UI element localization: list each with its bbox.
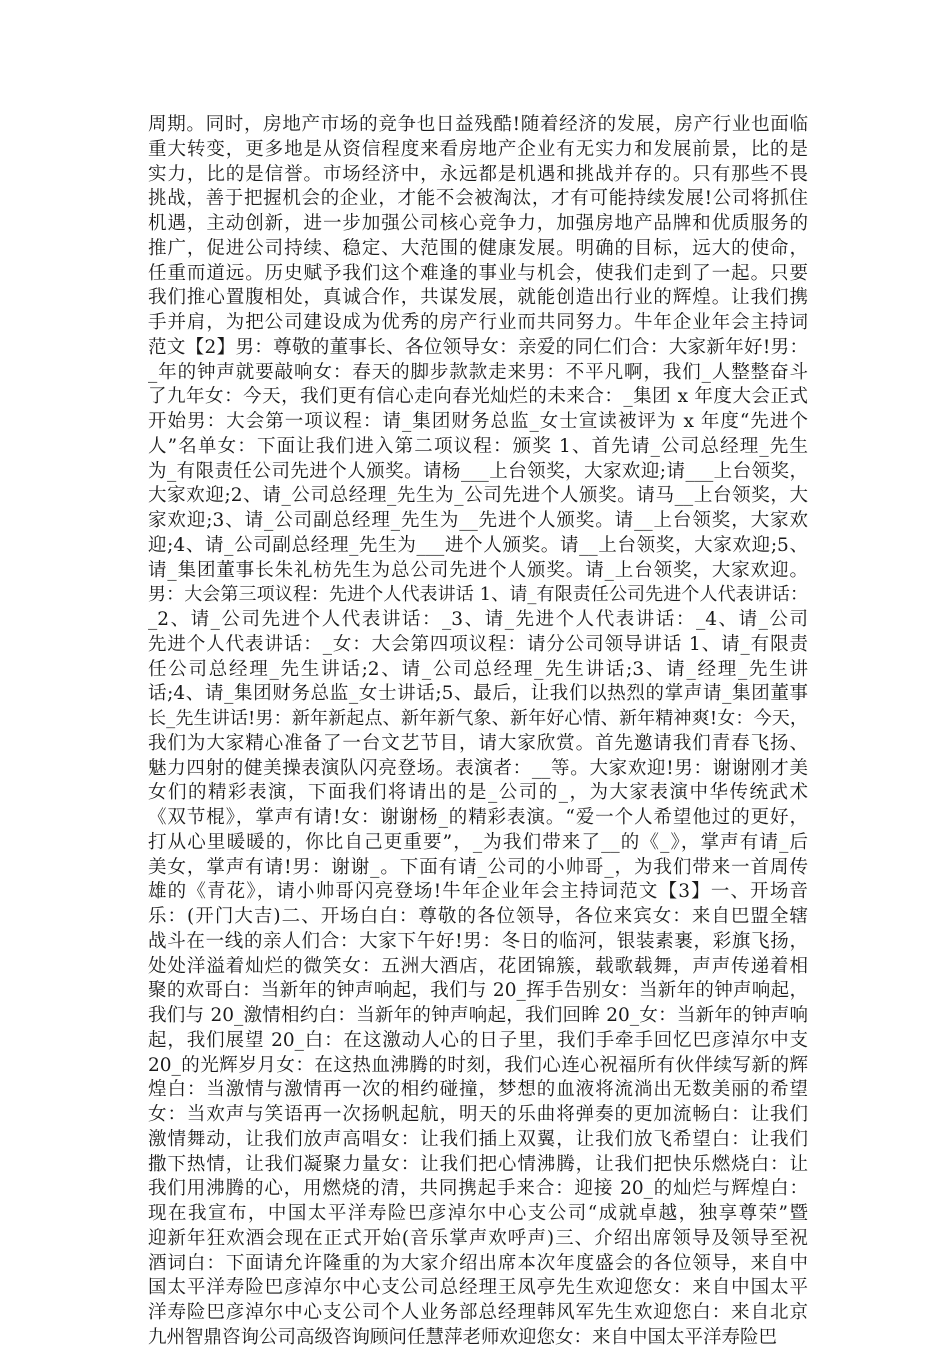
text-line: 美女，掌声有请!男：谢谢_。下面有请_公司的小帅哥_，为我们带来一首周传 [148,856,808,878]
text-line: 处处洋溢着灿烂的微笑女：五洲大酒店，花团锦簇，载歌载舞，声声传递着相 [148,955,808,977]
text-line: 激情舞动，让我们放声高唱女：让我们插上双翼，让我们放飞希望白：让我们 [148,1128,808,1150]
text-line: 机遇，主动创新，进一步加强公司核心竞争力，加强房地产品牌和优质服务的 [148,213,808,234]
text-line: 雄的《青花》，请小帅哥闪亮登场!牛年企业年会主持词范文【3】一、开场音 [148,881,808,903]
text-line: 家欢迎;3、请_公司副总经理_先生为__先进个人颁奖。请__上台领奖，大家欢 [148,510,808,531]
text-line: 我们与 20_激情相约白：当新年的钟声响起，我们回眸 20_女：当新年的钟声响 [148,1005,808,1026]
text-line: 了九年女：今天，我们更有信心走向春光灿烂的未来合：_集团 x 年度大会正式 [148,386,808,408]
text-line: 煌白：当激情与激情再一次的相约碰撞，梦想的血液将流淌出无数美丽的希望 [148,1079,808,1101]
text-line: 重大转变，更多地是从资信程度来看房地产企业有无实力和发展前景，比的是 [148,138,808,160]
text-line: 《双节棍》，掌声有请!女：谢谢杨_的精彩表演。“爱一个人希望他过的更好， [148,807,808,828]
text-line: 手并肩，为把公司建设成为优秀的房产行业而共同努力。牛年企业年会主持词 [148,312,808,333]
text-line: 打从心里暖暖的，你比自己更重要”，_为我们带来了__的《_》，掌声有请_后 [148,831,808,853]
text-line: 人”名单女：下面让我们进入第二项议程：颁奖 1、首先请_公司总经理_先生 [148,435,808,457]
text-line: 挑战，善于把握机会的企业，才能不会被淘汰，才有可能持续发展!公司将抓住 [148,188,808,210]
text-line: 实力，比的是信誉。市场经济中，永远都是机遇和挑战并存的。只有那些不畏 [148,163,808,185]
text-line: 请_集团董事长朱礼枋先生为总公司先进个人颁奖。请_上台领奖，大家欢迎。 [148,559,808,581]
text-line: 酒词白：下面请允许隆重的为大家介绍出席本次年度盛会的各位领导，来自中 [148,1252,808,1274]
text-line: 迎;4、请_公司副总经理_先生为___进个人颁奖。请__上台领奖，大家欢迎;5、 [148,534,808,556]
text-line: 开始男：大会第一项议程：请_集团财务总监_女士宣读被评为 x 年度“先进个 [148,411,808,432]
text-line: 乐：(开门大吉)二、开场白白：尊敬的各位领导，各位来宾女：来自巴盟全辖 [148,906,808,927]
text-line: 魅力四射的健美操表演队闪亮登场。表演者：__等。大家欢迎!男：谢谢刚才美 [148,757,808,779]
text-line: 男：大会第三项议程：先进个人代表讲话 1、请_有限责任公司先进个人代表讲话： [148,584,808,606]
text-line: 九州智鼎咨询公司高级咨询顾问任慧萍老师欢迎您女：来自中国太平洋寿险巴 [148,1326,778,1348]
text-line: _2、请_公司先进个人代表讲话：_3、请_先进个人代表讲话：_4、请_公司 [148,609,808,630]
text-line: 撒下热情，让我们凝聚力量女：让我们把心情沸腾，让我们把快乐燃烧白：让 [148,1153,808,1175]
text-line: 女们的精彩表演，下面我们将请出的是_公司的_，为大家表演中华传统武术 [148,782,808,804]
text-line: 大家欢迎;2、请_公司总经理_先生为_公司先进个人颁奖。请马__上台领奖，大 [148,485,808,507]
text-line: 为_有限责任公司先进个人颁奖。请杨___上台领奖，大家欢迎;请___上台领奖， [148,460,808,482]
text-line: 任重而道远。历史赋予我们这个难逢的事业与机会，使我们走到了一起。只要 [148,262,808,284]
text-line: _年的钟声就要敲响女：春天的脚步款款走来男：不平凡啊，我们_人整整奋斗 [148,361,808,383]
text-line: 我们为大家精心准备了一台文艺节目，请大家欣赏。首先邀请我们青春飞扬、 [148,732,808,754]
text-line: 我们推心置腹相处，真诚合作，共谋发展，就能创造出行业的辉煌。让我们携 [148,287,808,309]
text-line: 战斗在一线的亲人们合：大家下午好!男：冬日的临河，银装素裹，彩旗飞扬， [148,930,808,952]
text-line: 任公司总经理_先生讲话;2、请_公司总经理_先生讲话;3、请_经理_先生讲 [148,658,808,680]
text-line: 起，我们展望 20_白：在这激动人心的日子里，我们手牵手回忆巴彦淖尔中支 [148,1029,808,1051]
text-line: 洋寿险巴彦淖尔中心支公司个人业务部总经理韩风军先生欢迎您白：来自北京 [148,1302,808,1323]
text-line: 周期。同时，房地产市场的竞争也日益残酷!随着经济的发展，房产行业也面临 [148,114,808,135]
text-line: 推广，促进公司持续、稳定、大范围的健康发展。明确的目标，远大的使命， [148,237,808,259]
text-line: 范文【2】男：尊敬的董事长、各位领导女：亲爱的同仁们合：大家新年好!男： [148,336,808,358]
text-line: 迎新年狂欢酒会现在正式开始(音乐掌声欢呼声)三、介绍出席领导及领导至祝 [148,1227,808,1249]
text-line: 现在我宣布，中国太平洋寿险巴彦淖尔中心支公司“成就卓越，独享尊荣”暨 [148,1203,808,1224]
text-line: 女：当欢声与笑语再一次扬帆起航，明天的乐曲将弹奏的更加流畅白：让我们 [148,1104,808,1125]
text-line: 我们用沸腾的心，用燃烧的清，共同携起手来合：迎接 20_的灿烂与辉煌白： [148,1178,808,1200]
body-text [148,113,808,1351]
text-line: 国太平洋寿险巴彦淖尔中心支公司总经理王凤亭先生欢迎您女：来自中国太平 [148,1277,808,1299]
text-line: 20_的光辉岁月女：在这热血沸腾的时刻，我们心连心祝福所有伙伴续写新的辉 [148,1054,808,1076]
text-line: 话;4、请_集团财务总监_女士讲话;5、最后，让我们以热烈的掌声请_集团董事 [148,683,808,705]
text-line: 聚的欢哥白：当新年的钟声响起，我们与 20_挥手告别女：当新年的钟声响起， [148,980,808,1002]
text-line: 长_先生讲话!男：新年新起点、新年新气象、新年好心情、新年精神爽!女：今天， [148,708,808,729]
text-line: 先进个人代表讲话：_女：大会第四项议程：请分公司领导讲话 1、请_有限责 [148,633,808,655]
